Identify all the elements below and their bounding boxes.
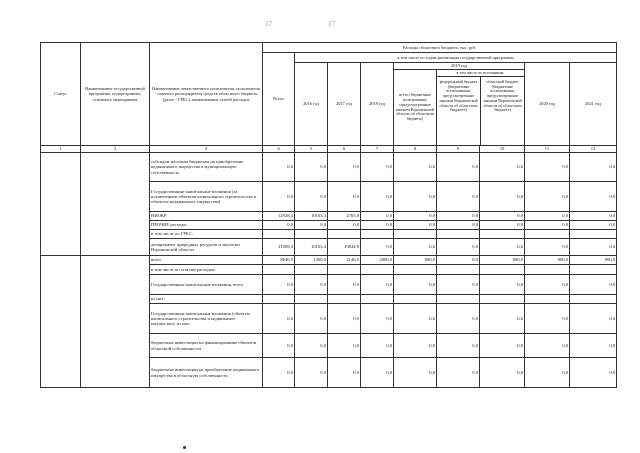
value-cell: 0,0	[361, 304, 394, 334]
value-cell: 0,0	[361, 239, 394, 256]
program-name-header: Наименование государственной программы, подпрограммы, основного мероприятия	[81, 43, 150, 146]
value-cell: 0,0	[263, 153, 295, 182]
row-label: в том числе по статьям расходов:	[150, 265, 263, 275]
value-cell: 0,0	[437, 221, 480, 230]
value-cell	[570, 265, 617, 275]
status-header: Статус	[41, 43, 81, 146]
value-cell: 0,0	[394, 334, 437, 358]
federal-header: федеральный бюджет (бюджетные ассигнования, предусмотренные законом Воронежской области об областном бюджете)	[437, 77, 481, 145]
value-cell: 0,0	[328, 153, 361, 182]
value-cell: 0,0	[328, 358, 361, 388]
value-cell: 0,0	[328, 334, 361, 358]
row-label: бюджетные инвестиции на приобретение недвижимого имущества в областную собственность	[150, 358, 263, 388]
value-cell: 10163,4	[295, 239, 328, 256]
budget-title: Расходы областного бюджета, тыс. руб.	[263, 43, 617, 53]
index-cell: 11	[525, 146, 570, 153]
program-cell	[81, 256, 150, 388]
index-cell: 8	[394, 146, 437, 153]
value-cell: 0,0	[361, 358, 394, 388]
value-cell: 0,0	[394, 304, 437, 334]
value-cell: 0,0	[328, 304, 361, 334]
value-cell: 0,0	[295, 358, 328, 388]
value-cell: 0,0	[263, 304, 295, 334]
value-cell: 800,0	[480, 256, 525, 265]
page-number: 17	[265, 20, 272, 28]
row-label: департамент природных ресурсов и экологии Воронежской области	[150, 239, 263, 256]
index-cell: 5	[295, 146, 328, 153]
value-cell: 800,0	[394, 256, 437, 265]
column-index-row	[41, 146, 617, 153]
index-cell: 10	[480, 146, 525, 153]
value-cell: 0,0	[295, 182, 328, 212]
value-cell	[480, 230, 525, 239]
value-cell: 0,0	[437, 358, 480, 388]
value-cell: 0,0	[328, 182, 361, 212]
value-cell	[361, 295, 394, 304]
value-cell: 0,0	[437, 334, 480, 358]
value-cell: 0,0	[394, 358, 437, 388]
row-label: бюджетные инвестиции на финансирование объектов областной собственности	[150, 334, 263, 358]
year-2021-header: 2021 год	[570, 63, 617, 146]
value-cell: 0,0	[394, 182, 437, 212]
value-cell: 8640,5	[263, 256, 295, 265]
value-cell: 0,0	[480, 153, 525, 182]
value-cell	[437, 295, 480, 304]
value-cell: 0,0	[480, 212, 525, 221]
value-cell: 0,0	[480, 304, 525, 334]
sources-title: в том числе по источникам:	[437, 70, 524, 77]
value-cell	[525, 295, 570, 304]
value-cell: 0,0	[394, 153, 437, 182]
value-cell	[437, 230, 480, 239]
value-cell: 0,0	[480, 239, 525, 256]
index-cell: 1	[41, 146, 81, 153]
value-cell	[328, 230, 361, 239]
value-cell: 0,0	[361, 334, 394, 358]
table-row	[41, 256, 617, 265]
value-cell: 0,0	[437, 212, 480, 221]
value-cell: 0,0	[295, 304, 328, 334]
table-row	[41, 153, 617, 182]
index-cell: 9	[437, 146, 480, 153]
value-cell: 0,0	[525, 221, 570, 230]
value-cell: 0,0	[480, 221, 525, 230]
value-cell: 0,0	[263, 275, 295, 295]
value-cell: 0,0	[525, 153, 570, 182]
value-cell: 800,0	[570, 256, 617, 265]
value-cell: 2765,0	[328, 212, 361, 221]
row-label: субсидии местным бюджетам на приобретение недвижимого имущества в муниципальную собственность	[150, 153, 263, 182]
ink-dot	[183, 446, 186, 449]
row-label: ПРОЧИЕ расходы	[150, 221, 263, 230]
value-cell: 0,0	[480, 182, 525, 212]
value-cell: 2140,5	[328, 256, 361, 265]
value-cell: 0,0	[437, 275, 480, 295]
value-cell	[361, 265, 394, 275]
value-cell	[361, 230, 394, 239]
value-cell: 0,0	[437, 153, 480, 182]
value-cell: 0,0	[361, 221, 394, 230]
value-cell: 0,0	[361, 182, 394, 212]
value-cell: 0,0	[295, 275, 328, 295]
row-label: Государственные капитальные вложения, всего	[150, 275, 263, 295]
value-cell	[295, 265, 328, 275]
value-cell: 0,0	[263, 358, 295, 388]
row-label: Государственные капитальные вложения (объекты капитального строительства и недвижимое имущество), из них:	[150, 304, 263, 334]
index-cell: 4	[263, 146, 295, 153]
value-cell	[480, 265, 525, 275]
value-cell: 10844,9	[328, 239, 361, 256]
value-cell: 0,0	[263, 182, 295, 212]
value-cell: 0,0	[437, 304, 480, 334]
row-label: Государственные капитальные вложения (за исключением объектов капитального строительства и объектов недвижимого имущества)	[150, 182, 263, 212]
value-cell: 0,0	[570, 212, 617, 221]
value-cell	[525, 230, 570, 239]
value-cell	[437, 265, 480, 275]
value-cell: 0,0	[328, 275, 361, 295]
value-cell: 0,0	[295, 221, 328, 230]
value-cell: 0,0	[570, 334, 617, 358]
sources-block	[437, 70, 525, 146]
value-cell	[328, 265, 361, 275]
value-cell: 0,0	[263, 334, 295, 358]
value-cell: 0,0	[570, 358, 617, 388]
value-cell: 0,0	[570, 275, 617, 295]
value-cell	[295, 230, 328, 239]
value-cell: 10163,4	[295, 212, 328, 221]
index-cell: 12	[570, 146, 617, 153]
value-cell	[263, 265, 295, 275]
value-cell	[525, 265, 570, 275]
year-2017-header: 2017 год	[328, 63, 361, 146]
value-cell: 0,0	[570, 182, 617, 212]
value-cell: 12928,4	[263, 212, 295, 221]
year-2018-header: 2018 год	[361, 63, 394, 146]
value-cell: 0,0	[328, 221, 361, 230]
value-cell: 0,0	[570, 239, 617, 256]
value-cell	[328, 295, 361, 304]
value-cell: 0,0	[480, 275, 525, 295]
value-cell	[394, 230, 437, 239]
value-cell: 0,0	[394, 239, 437, 256]
value-cell: 0,0	[394, 221, 437, 230]
value-cell: 0,0	[361, 212, 394, 221]
row-label: всего	[150, 256, 263, 265]
row-label: в том числе по ГРБС:	[150, 230, 263, 239]
year-2019-header: 2019 год	[394, 63, 525, 70]
all-2019-header: всего (бюджетные ассигнования, предусмотренные законом Воронежской области об областном бюджете)	[394, 70, 437, 146]
index-cell: 2	[81, 146, 150, 153]
value-cell: 0,0	[480, 334, 525, 358]
value-cell	[295, 295, 328, 304]
value-cell: 0,0	[525, 182, 570, 212]
index-cell: 7	[361, 146, 394, 153]
value-cell: 21008,3	[263, 239, 295, 256]
value-cell: 0,0	[394, 275, 437, 295]
row-label: НИОКР	[150, 212, 263, 221]
status-cell	[41, 256, 81, 388]
index-cell: 3	[150, 146, 263, 153]
value-cell: 0,0	[437, 256, 480, 265]
value-cell: 1300,0	[295, 256, 328, 265]
value-cell: 0,0	[570, 304, 617, 334]
row-label: из них:	[150, 295, 263, 304]
value-cell	[570, 230, 617, 239]
value-cell: 0,0	[525, 239, 570, 256]
total-header: Всего	[263, 53, 295, 146]
value-cell	[570, 295, 617, 304]
value-cell: 0,0	[525, 358, 570, 388]
value-cell: 0,0	[437, 239, 480, 256]
value-cell: 0,0	[480, 358, 525, 388]
value-cell: 0,0	[361, 153, 394, 182]
value-cell: 0,0	[437, 182, 480, 212]
value-cell: 0,0	[525, 334, 570, 358]
executor-header: Наименование ответственного исполнителя, исполнителя - главного распорядителя средств областного бюджета (далее - ГРБС), наименование статей расходов	[150, 43, 263, 146]
value-cell: 0,0	[525, 212, 570, 221]
status-cell	[41, 153, 81, 256]
value-cell: 0,0	[295, 153, 328, 182]
value-cell: 0,0	[394, 212, 437, 221]
value-cell: 0,0	[570, 221, 617, 230]
value-cell	[394, 295, 437, 304]
regional-header: областной бюджет (бюджетные ассигнования, предусмотренные законом Воронежской области об областном бюджете)	[483, 79, 522, 113]
page-number-duplicate: 17	[328, 20, 335, 28]
value-cell	[480, 295, 525, 304]
value-cell	[263, 295, 295, 304]
year-2016-header: 2016 год	[295, 63, 328, 146]
years-title: в том числе по годам реализации государственной программы	[295, 53, 617, 63]
program-cell	[81, 153, 150, 256]
value-cell: 2800,0	[361, 256, 394, 265]
value-cell: 0,0	[525, 275, 570, 295]
value-cell	[263, 230, 295, 239]
index-cell: 6	[328, 146, 361, 153]
value-cell: 0,0	[570, 153, 617, 182]
value-cell: 0,0	[361, 275, 394, 295]
value-cell: 800,0	[525, 256, 570, 265]
budget-table	[40, 42, 617, 388]
value-cell: 0,0	[525, 304, 570, 334]
value-cell: 0,0	[263, 221, 295, 230]
value-cell: 0,0	[295, 334, 328, 358]
year-2020-header: 2020 год	[525, 63, 570, 146]
value-cell	[394, 265, 437, 275]
